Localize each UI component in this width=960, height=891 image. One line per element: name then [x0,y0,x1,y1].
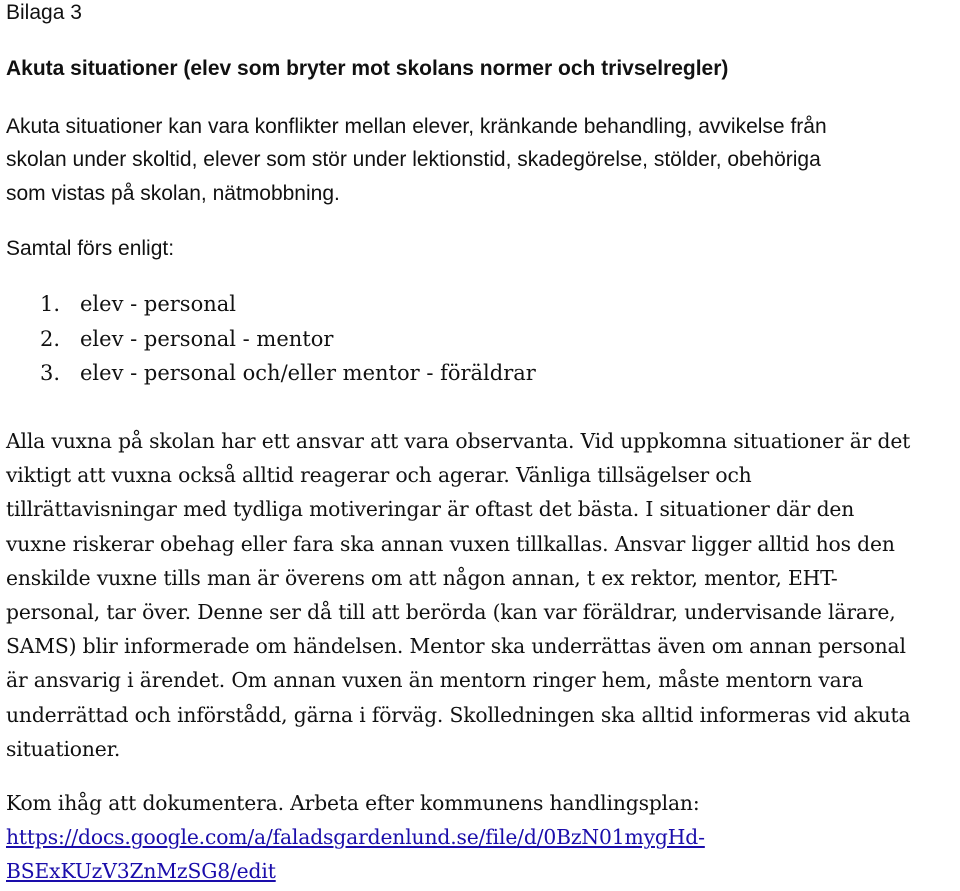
body-line: SAMS) blir informerade om händelsen. Mentor ska underrättas även om annan personal [6,634,906,658]
body-line: Alla vuxna på skolan har ett ansvar att vara observanta. Vid uppkomna situationer är det [6,429,911,453]
body-line: vuxne riskerar obehag eller fara ska annan vuxen tillkallas. Ansvar ligger alltid hos den [6,532,895,556]
intro-line: Akuta situationer kan vara konflikter mellan elever, kränkande behandling, avvikelse från [6,115,827,138]
talk-order-item [40,325,333,353]
list-number: 2. [40,327,61,351]
talk-order-item [40,290,236,318]
document-heading: Akuta situationer (elev som bryter mot skolans normer och trivselregler) [6,57,729,80]
intro-line: som vistas på skolan, nätmobbning. [6,182,340,205]
talk-order-intro: Samtal förs enligt: [6,237,175,260]
body-line: tillrättavisningar med tydliga motiveringar är oftast det bästa. I situationer där den [6,497,855,521]
body-line: enskilde vuxne tills man är överens om att någon annan, t ex rektor, mentor, EHT- [6,566,838,590]
closing-text: Kom ihåg att dokumentera. Arbeta efter kommunens handlingsplan: [6,791,700,815]
intro-line: skolan under skoltid, elever som stör under lektionstid, skadegörelse, stölder, obehöriga [6,148,821,171]
body-line: underrättad och införstådd, gärna i förväg. Skolledningen ska alltid informeras vid akuta [6,703,911,727]
list-number: 1. [40,292,61,316]
list-number: 3. [40,361,61,385]
body-line: är ansvarig i ärendet. Om annan vuxen än mentorn ringer hem, måste mentorn vara [6,668,864,692]
appendix-label: Bilaga 3 [6,1,82,24]
list-item-text: elev - personal - mentor [80,327,334,351]
handling-plan-link-continued[interactable]: BSExKUzV3ZnMzSG8/edit [6,859,276,883]
body-line: personal, tar över. Denne ser då till att berörda (kan var föräldrar, undervisande lärare, [6,600,896,624]
list-item-text: elev - personal [80,292,236,316]
list-item-text: elev - personal och/eller mentor - föräldrar [80,361,536,385]
body-line: situationer. [6,737,121,761]
talk-order-item [40,359,536,387]
handling-plan-link[interactable]: https://docs.google.com/a/faladsgardenlund.se/file/d/0BzN01mygHd- [6,825,705,849]
body-line: viktigt att vuxna också alltid reagerar och agerar. Vänliga tillsägelser och [6,463,752,487]
